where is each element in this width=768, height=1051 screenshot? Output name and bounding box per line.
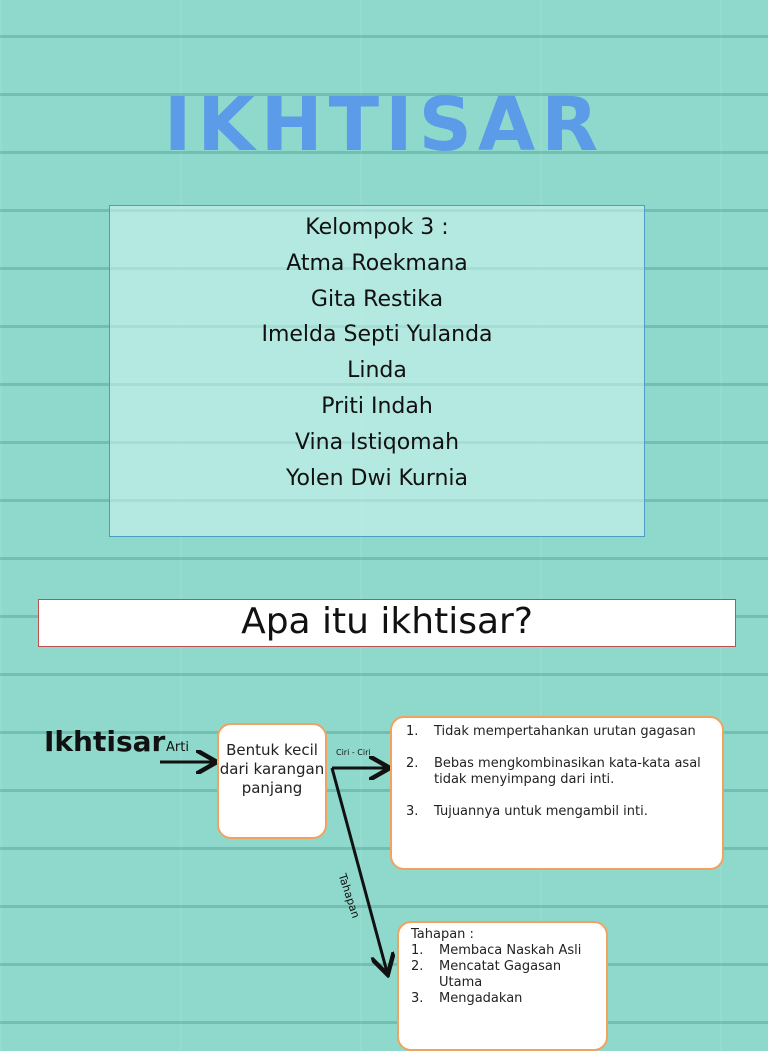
stages-box bbox=[397, 921, 608, 1051]
list-item: 3. Mengadakan bbox=[411, 991, 523, 1006]
member-name: Vina Istiqomah bbox=[294, 429, 460, 455]
list-item: 3. Tujuannya untuk mengambil inti. bbox=[406, 804, 648, 819]
list-item: 2. Mencatat Gagasan Utama bbox=[411, 959, 562, 990]
ciri-label: Ciri - Ciri bbox=[336, 748, 371, 757]
tahapan-label: Tahapan bbox=[335, 872, 363, 920]
member-name: Gita Restika bbox=[310, 286, 444, 312]
question-banner: Apa itu ikhtisar? bbox=[38, 599, 736, 647]
list-item: 2. Bebas mengkombinasikan kata-kata asal tidak menyimpang dari inti. bbox=[406, 756, 701, 787]
list-item: 1. Tidak mempertahankan urutan gagasan bbox=[406, 724, 696, 739]
arti-label: Arti bbox=[166, 740, 189, 755]
diagram-root-label: Ikhtisar bbox=[44, 725, 166, 758]
characteristics-box bbox=[390, 716, 724, 870]
member-name: Imelda Septi Yulanda bbox=[261, 322, 493, 348]
list-item: 1. Membaca Naskah Asli bbox=[411, 943, 582, 958]
stages-title: Tahapan : bbox=[411, 927, 474, 942]
group-heading: Kelompok 3 : bbox=[305, 215, 449, 240]
slide-title: IKHTISAR bbox=[163, 82, 605, 168]
member-name: Priti Indah bbox=[321, 393, 433, 419]
member-name: Linda bbox=[347, 358, 407, 384]
member-name: Yolen Dwi Kurnia bbox=[285, 465, 469, 491]
arrow-tahapan bbox=[332, 768, 387, 972]
member-name: Atma Roekmana bbox=[286, 250, 468, 276]
definition-box: Bentuk kecil dari karangan panjang bbox=[217, 723, 327, 839]
